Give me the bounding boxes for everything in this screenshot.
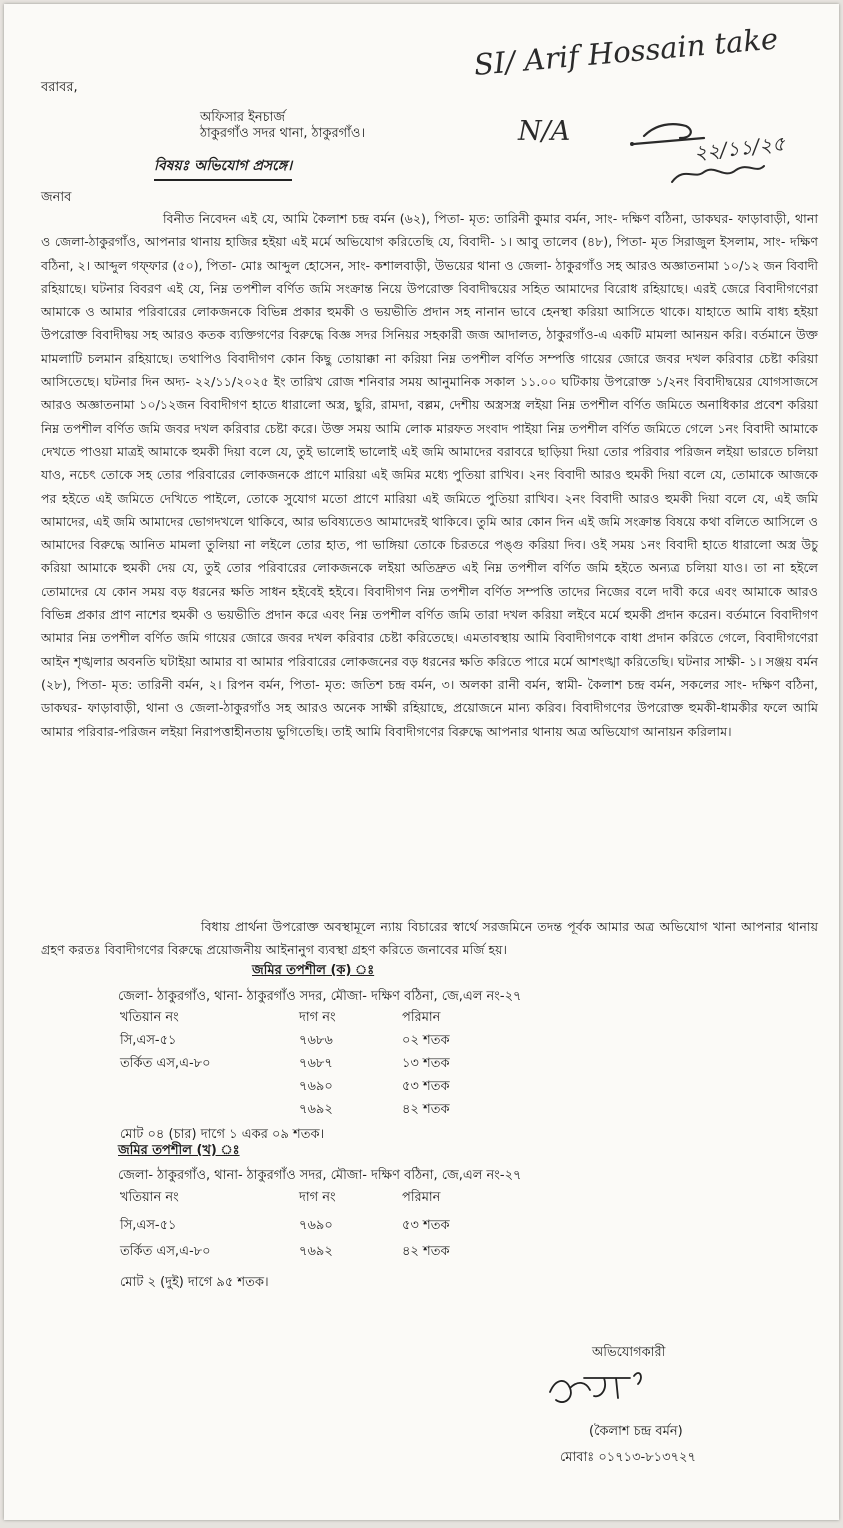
schedule-a-row-1-khatian: সি,এস-৫১ [120,1033,177,1048]
schedule-b-row-1-amount: ৫৩ শতক [402,1218,450,1233]
schedule-b-header-dag: দাগ নং [299,1190,336,1205]
dot-mark [630,142,634,146]
schedule-a-total: মোট ০৪ (চার) দাগে ১ একর ০৯ শতক। [120,1127,325,1142]
recipient-title: অফিসার ইনচার্জ [200,110,286,125]
schedule-a-row-2-khatian: তর্কিত এস,এ-৮০ [120,1056,211,1071]
schedule-b-row-2-amount: ৪২ শতক [402,1244,450,1259]
schedule-a-row-1-amount: ০২ শতক [402,1033,450,1048]
schedule-a-row-1-dag: ৭৬৮৬ [299,1033,333,1048]
schedule-a-header-amount: পরিমান [402,1010,441,1025]
prayer-paragraph: বিধায় প্রার্থনা উপরোক্ত অবস্থামূলে ন্যায় বিচারের স্বার্থে সরজমিনে তদন্ত পূর্বক আমার অত্র অভিযোগ খানা আপনার থানায় গ্রহণ করতঃ বিবাদীগণের বিরুদ্ধে প্রয়োজনীয় আইনানুগ ব্যবস্থা গ্রহণ করিতে জনাবের মর্জি হয়। [41,919,818,957]
schedule-a-row-3-dag: ৭৬৯০ [299,1079,333,1094]
schedule-a-row-3-amount: ৫৩ শতক [402,1079,450,1094]
schedule-b-location: জেলা- ঠাকুরগাঁও, থানা- ঠাকুরগাঁও সদর, মৌজা- দক্ষিণ বঠিনা, জে,এল নং-২৭ [118,1168,522,1183]
greeting: জনাব [41,190,72,205]
schedule-a-header-dag: দাগ নং [299,1010,336,1025]
handwritten-assignment-note: SI/ Arif Hossain take [472,21,780,82]
complaint-body: বিনীত নিবেদন এই যে, আমি কৈলাশ চন্দ্র বর্মন (৬২), পিতা- মৃত: তারিনী কুমার বর্মন, সাং- দক্ষিণ বঠিনা, ডাকঘর- ফাড়াবাড়ী, থানা ও জেলা-ঠাকুরগাঁও, আপনার থানায় হাজির হইয়া এই মর্মে অভিযোগ করিতেছি যে, বিবাদী- ১। আবু তালেব (৪৮), পিতা- মৃত সিরাজুল ইসলাম, সাং- দক্ষিণ বঠিনা, ২। আব্দুল গফ্ফার (৫০), পিতা- মোঃ আব্দুল হোসেন, সাং- কশালবাড়ী, উভয়ের থানা ও জেলা- ঠাকুরগাঁও সহ আরও অজ্ঞাতনামা ১০/১২ জন বিবাদী রহিয়াছে। ঘটনার বিবরণ এই যে, নিম্ন তপশীল বর্ণিত জমি সংক্রান্ত নিয়ে উপরোক্ত বিবাদীদ্বয়ের সহিত আমাদের বিরোধ রহিয়াছে। এরই জেরে বিবাদীগণেরা আমাকে ও আমার পরিবারের লোকজনকে বিভিন্ন প্রকার হুমকী ও ভয়ভীতি প্রদান সহ নানান ভাবে হেনস্থা করিয়া আসিতে থাকে। যাহাতে আমি বাধ্য হইয়া উপরোক্ত বিবাদীদ্বয় সহ আরও কতক ব্যক্তিগণের বিরুদ্ধে বিজ্ঞ সদর সিনিয়র সহকারী জজ আদালত, ঠাকুরগাঁও-এ একটি মামলা আনয়ন করি। বর্তমানে উক্ত মামলাটি চলমান রহিয়াছে। তথাপিও বিবাদীগণ কোন কিছু তোয়াক্কা না করিয়া নিম্ন তপশীল বর্ণিত সম্পত্তি গায়ের জোরে জবর দখল করিবার চেষ্টা করিয়া আসিতেছে। ঘটনার দিন অদ্য- ২২/১১/২০২৫ ইং তারিখ রোজ শনিবার সময় আনুমানিক সকাল ১১.০০ ঘটিকায় উপরোক্ত ১/২নং বিবাদীদ্বয়ের যোগসাজসে আরও অজ্ঞাতনামা ১০/১২জন বিবাদীগণ হাতে ধারালো অস্ত্র, ছুরি, রামদা, বল্লম, দেশীয় অস্ত্রসস্ত্র লইয়া নিম্ন তপশীল বর্ণিত জমিতে অনাধিকার প্রবেশ করিয়া নিম্ন তপশীল বর্ণিত জমি জবর দখল করিবার চেষ্টা করে। উক্ত সময় আমি লোক মারফত সংবাদ পাইয়া নিম্ন তপশীল বর্ণিত জমিতে গেলে ১নং বিবাদী আমাকে দেখতে পাওয়া মাত্রই আমাকে হুমকী দিয়া বলে যে, তুই ভালোই ভালোই এই জমি আমাদের বরাবরে ছাড়িয়া দিয়া তোর পরিবার পরিজন লইয়া ভারতে চলিয়া যাও, নচেৎ তোকে সহ তোর পরিবারের লোকজনকে প্রাণে মারিয়া এই জমির মধ্যে পুতিয়া রাখিব। ২নং বিবাদী আরও হুমকী দিয়া বলে যে, তোমাকে আজকে পর হইতে এই জমিতে দেখিতে পাইলে, তোকে সুযোগ মতো প্রাণে মারিয়া এই জমিতে পুতিয়া রাখিব। ২নং বিবাদী আরও হুমকী দিয়া বলে যে, এই জমি আমাদের, এই জমি আমাদের ভোগদখলে থাকিবে, আর ভবিষ্যতেও আমাদেরই থাকিবে। তুমি আর কোন দিন এই জমি সংক্রান্ত বিষয়ে কথা বলিতে আসিলে ও আমাদের বিরুদ্ধে আনিত মামলা তুলিয়া না লইলে তোর হাত, পা ভাঙ্গিয়া তোকে চিরতরে পঙ্গু করিয়া দিব। ওই সময় ১নং বিবাদী হাতে ধারালো অস্ত্র উচু করিয়া আমাকে হুমকী দেয় যে, তুই তোর পরিবারের লোকজনকে লইয়া অতিদ্রুত এই নিম্ন তপশীল বর্ণিত জমি হইতে অন্যত্র চলিয়া যাও। তা না হইলে তোমাদের যে কোন সময় বড় ধরনের ক্ষতি সাধন হইবেই হইবে। বিবাদীগণ নিম্ন তপশীল বর্ণিত সম্পত্তি তাদের নিজের বলে দাবী করে এবং আমাকে আরও বিভিন্ন প্রকার প্রাণ নাশের হুমকী ও ভয়ভীতি প্রদান করে এবং নিম্ন তপশীল বর্ণিত জমি তারা দখল করিয়া লইবে মর্মে হুমকী প্রদান করেন। বর্তমানে বিবাদীগণ আমার নিম্ন তপশীল বর্ণিত জমি গায়ের জোরে জবর দখল করিবার চেষ্টা করিতেছে। এমতাবস্থায় আমি বিবাদীগণকে বাধা প্রদান করিতে গেলে, বিবাদীগণেরা আইন শৃঙ্খলার অবনতি ঘটাইয়া আমার বা আমার পরিবারের লোকজনের বড় ধরনের ক্ষতি করিতে পারে মর্মে আশংঙ্খা করিতেছি। ঘটনার সাক্ষী- ১। সঞ্জয় বর্মন (২৮), পিতা- মৃত: তারিনী বর্মন, ২। রিপন বর্মন, পিতা- মৃত: জতিশ চন্দ্র বর্মন, ৩। অলকা রানী বর্মন, স্বামী- কৈলাশ চন্দ্র বর্মন, সকলের সাং- দক্ষিণ বঠিনা, ডাকঘর- ফাড়াবাড়ী, থানা ও জেলা-ঠাকুরগাঁও সহ আরও অনেক সাক্ষী রহিয়াছে, প্রয়োজনে মান্য করিব। বিবাদীগণের উপরোক্ত হুমকী-ধামকীর ফলে আমি আমার পরিবার-পরিজন লইয়া নিরাপত্তাহীনতায় ভুগিতেছি। তাই আমি বিবাদীগণের বিরুদ্ধে আপনার থানায় অত্র অভিযোগ আনায়ন করিলাম। [41,211,818,739]
schedule-b-total: মোট ২ (দুই) দাগে ৯৫ শতক। [120,1275,269,1290]
handwritten-na-note: N/A [518,116,571,147]
schedule-b-row-1-khatian: সি,এস-৫১ [120,1218,177,1233]
schedule-a-location: জেলা- ঠাকুরগাঁও, থানা- ঠাকুরগাঁও সদর, মৌজা- দক্ষিণ বঠিনা, জে,এল নং-২৭ [118,989,522,1004]
schedule-a-header-khatian: খতিয়ান নং [120,1010,179,1025]
schedule-a-row-2-amount: ১৩ শতক [402,1056,450,1071]
salutation: বরাবর, [41,80,78,95]
schedule-b-row-1-dag: ৭৬৯০ [299,1218,333,1233]
complainant-mobile: মোবাঃ ০১৭১৩-৮১৩৭২৭ [560,1450,696,1465]
schedule-b-row-2-khatian: তর্কিত এস,এ-৮০ [120,1244,211,1259]
schedule-a-row-4-amount: ৪২ শতক [402,1102,450,1117]
complainant-name: (কৈলাশ চন্দ্র বর্মন) [589,1424,683,1439]
schedule-a-title: জমির তপশীল (ক) ঃ [252,963,375,978]
complaint-letter-page [4,4,839,1520]
complainant-label: অভিযোগকারী [592,1345,666,1360]
recipient-address: ঠাকুরগাঁও সদর থানা, ঠাকুরগাঁও। [200,126,366,141]
schedule-b-title: জমির তপশীল (খ) ঃ [118,1143,240,1158]
schedule-b-header-amount: পরিমান [402,1190,441,1205]
subject-line: বিষয়ঃ অভিযোগ প্রসঙ্গে। [154,154,292,181]
schedule-a-row-2-dag: ৭৬৮৭ [299,1056,333,1071]
complainant-signature [550,1373,641,1402]
schedule-a-row-4-dag: ৭৬৯২ [299,1102,333,1117]
schedule-b-row-2-dag: ৭৬৯২ [299,1244,333,1259]
handwritten-date-note: ২২/১১/২৫ [692,131,787,165]
schedule-b-header-khatian: খতিয়ান নং [120,1190,179,1205]
